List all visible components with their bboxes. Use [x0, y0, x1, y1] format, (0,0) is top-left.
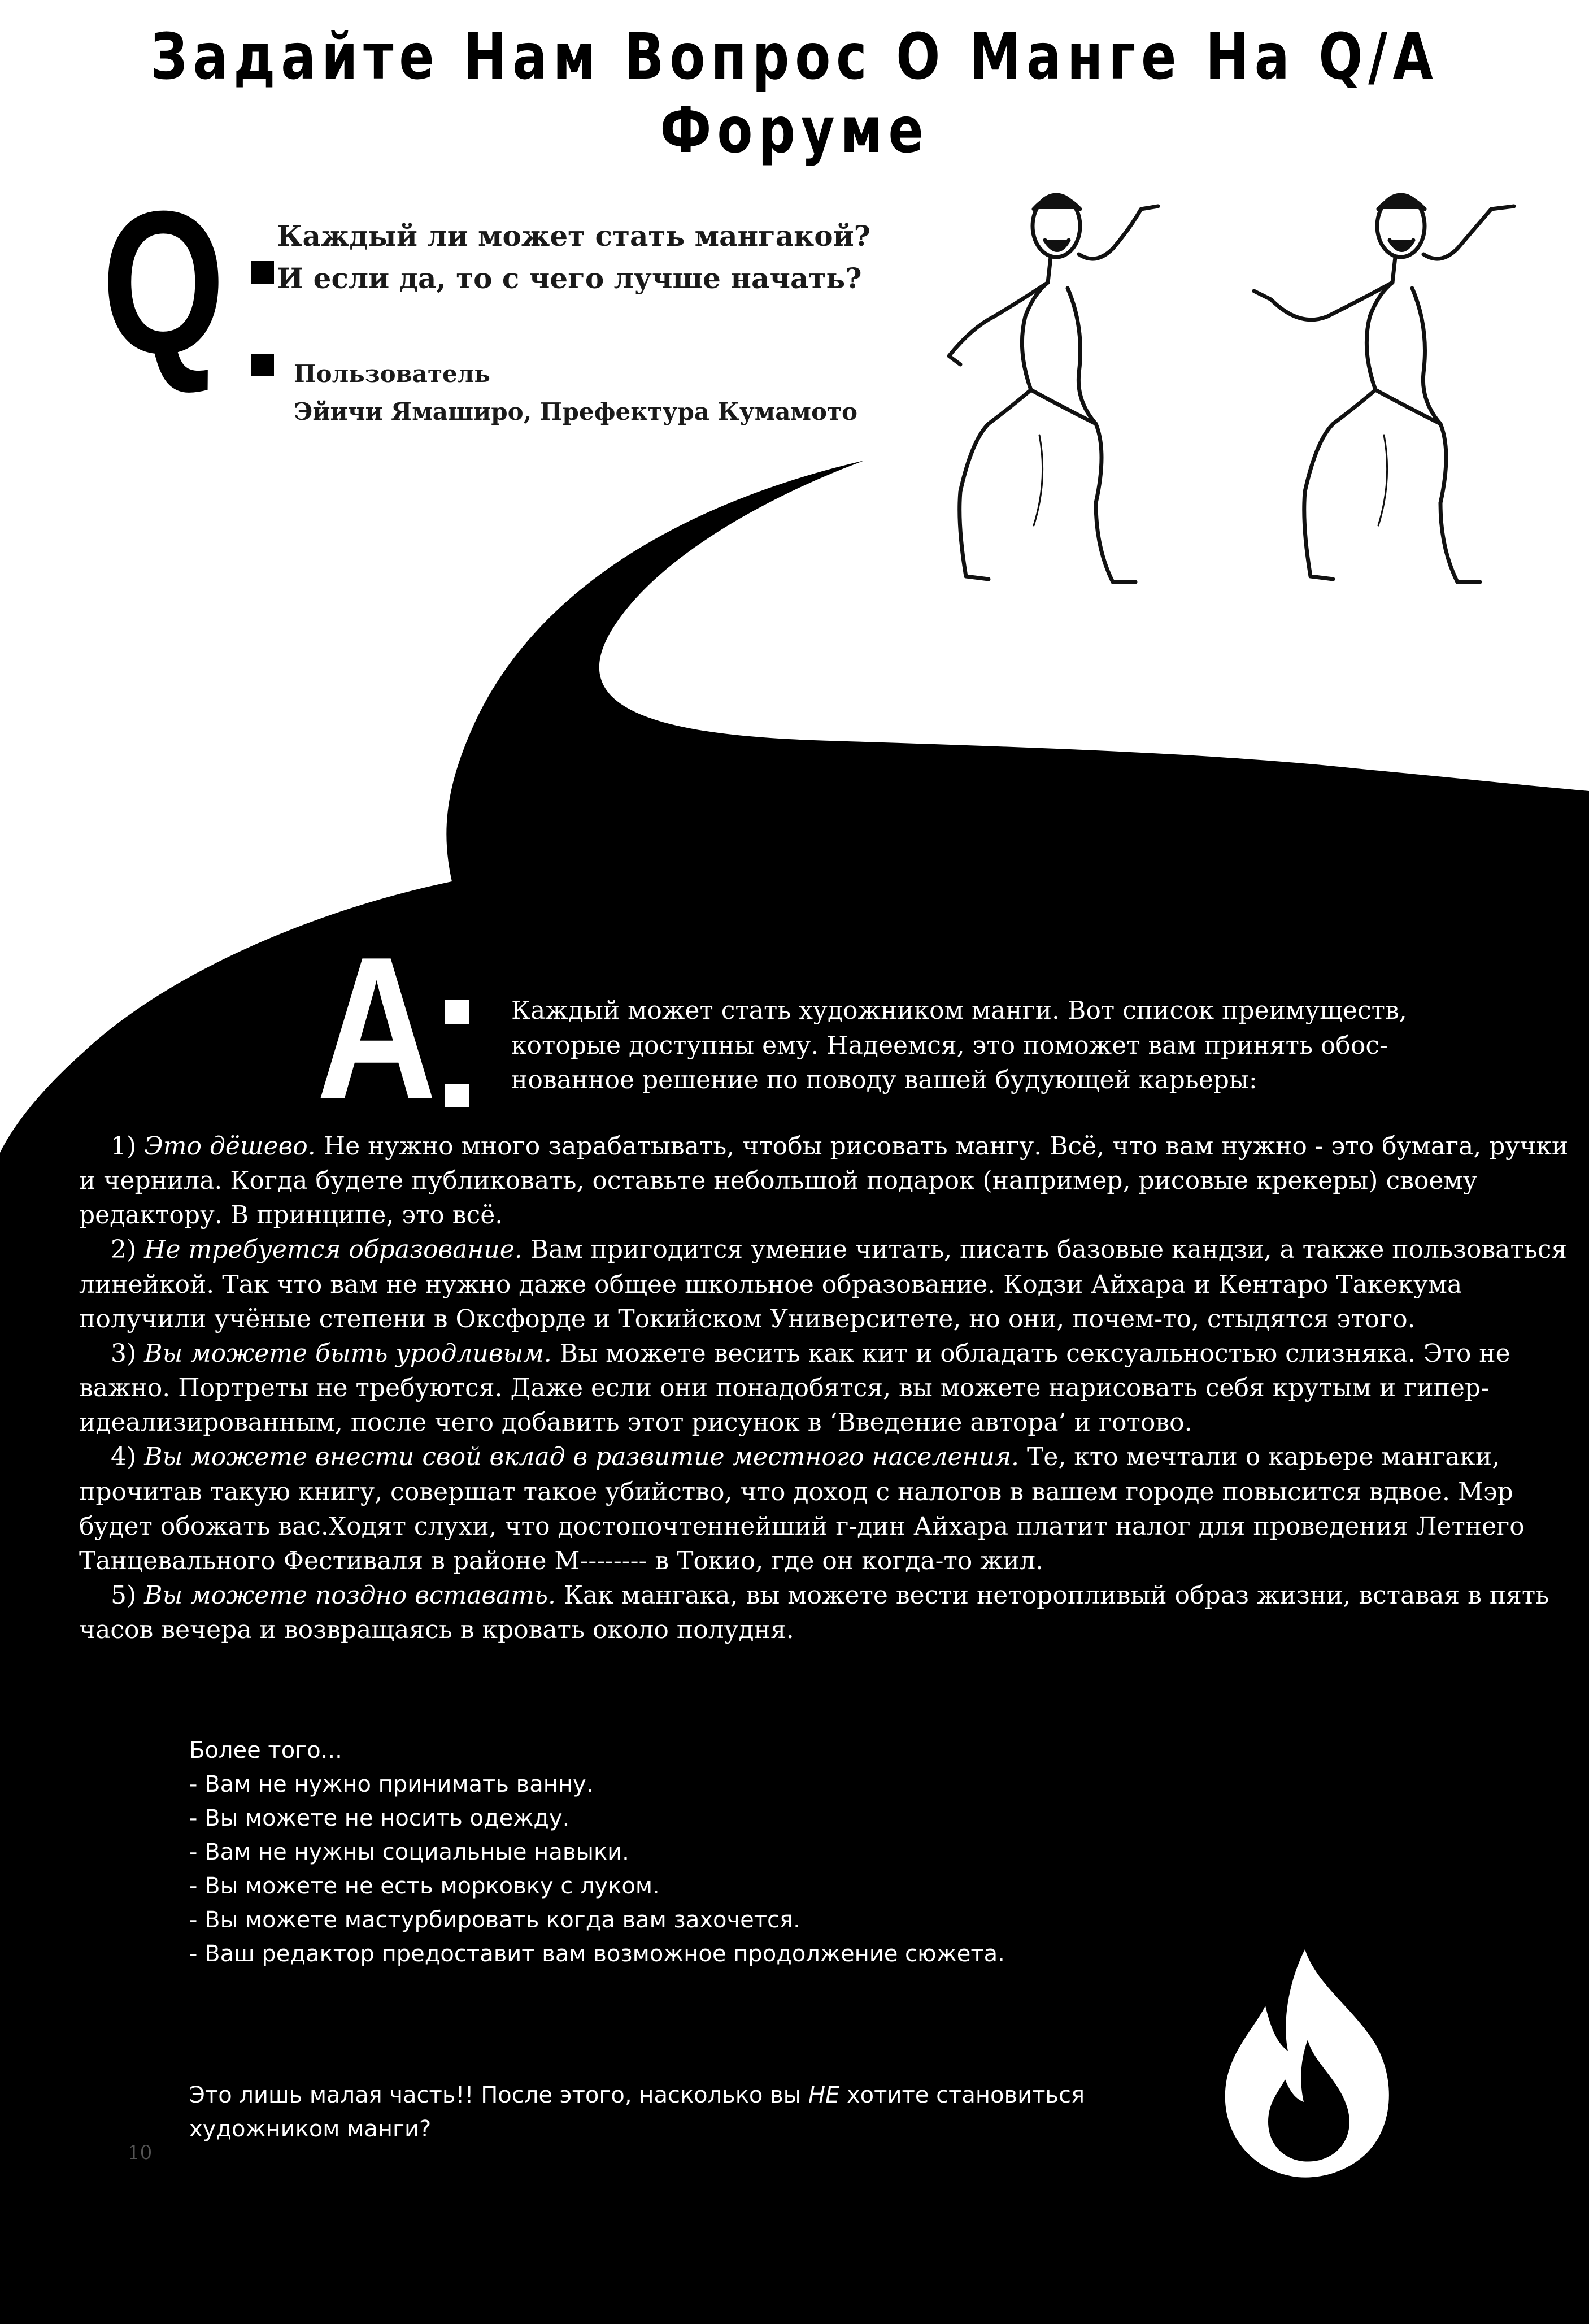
more-item: - Вам не нужны социальные навыки.: [189, 1839, 629, 1865]
advantage-item: [79, 1129, 1582, 1232]
question-author: [294, 355, 857, 431]
advantage-text: Вы можете весить как кит и обладать сексуальностью слизняка. Это не важно. Портреты не требуются. Даже если они понадобятся, вы можете нарисовать себя крутым и гипер-идеализированным, после чего добавить этот рисунок в ‘Введение автора’ и готово.: [79, 1339, 1510, 1437]
answer-intro-line: нованное решение по поводу вашей будующей карьеры:: [511, 1066, 1257, 1095]
a-colon-dot-top: [445, 1000, 469, 1024]
a-colon-dot-bottom: [445, 1084, 469, 1107]
advantage-item: [79, 1232, 1582, 1336]
advantage-num: 3): [110, 1339, 137, 1368]
more-list: [189, 1734, 1150, 1971]
a-letter: A: [316, 915, 437, 1142]
more-item: - Вам не нужно принимать ванну.: [189, 1771, 594, 1797]
question-text: [277, 215, 870, 299]
more-item: - Ваш редактор предоставит вам возможное продолжение сюжета.: [189, 1941, 1005, 1967]
advantages-list: [79, 1129, 1582, 1647]
advantage-title: Вы можете быть уродливым.: [144, 1339, 552, 1368]
closing-text-start: Это лишь малая часть!! После этого, насколько вы: [189, 2082, 808, 2108]
advantage-item: [79, 1578, 1582, 1647]
question-line-1: Каждый ли может стать мангакой?: [277, 219, 870, 253]
answer-intro: [511, 993, 1528, 1098]
author-label: Пользователь: [294, 360, 490, 388]
q-letter: Q: [102, 169, 225, 396]
page-title: Задайте Нам Вопрос О Манге На Q/A Форуме: [150, 20, 1439, 167]
dancing-men-illustration: [926, 186, 1565, 593]
page-number: 10: [128, 2141, 153, 2164]
advantage-title: Это дёшево.: [144, 1132, 316, 1161]
more-item: - Вы можете не есть морковку с луком.: [189, 1873, 660, 1899]
more-item: - Вы можете мастурбировать когда вам захочется.: [189, 1907, 800, 1933]
closing-emphasis: НЕ: [808, 2082, 840, 2108]
colon-dot-bottom: [251, 354, 274, 376]
dancer-right: [1254, 195, 1514, 582]
closing-text-end: хотите становиться художником манги?: [189, 2082, 1085, 2142]
advantage-num: 5): [110, 1581, 137, 1610]
advantage-title: Вы можете поздно вставать.: [144, 1581, 556, 1610]
answer-intro-line: Каждый может стать художником манги. Вот список преимуществ,: [511, 996, 1407, 1025]
author-name: Эйичи Ямаширо, Префектура Кумамото: [294, 398, 857, 426]
advantage-num: 1): [110, 1132, 137, 1161]
advantage-text: Те, кто мечтали о карьере мангаки, прочитав такую книгу, совершат такое убийство, что доход с налогов в вашем городе повысится вдвое. Мэр будет обожать вас.Ходят слухи, что достопочтеннейший г-дин Айхара платит налог для проведения Летнего Танцевального Фестиваля в районе М-------- в Токио, где он когда-то жил.: [79, 1443, 1525, 1575]
more-item: - Вы можете не носить одежду.: [189, 1805, 570, 1831]
advantage-item: [79, 1336, 1582, 1440]
more-heading: Более того...: [189, 1737, 342, 1763]
advantage-title: Не требуется образование.: [144, 1235, 523, 1265]
advantage-item: [79, 1440, 1582, 1578]
dancer-left: [949, 195, 1158, 582]
advantage-title: Вы можете внести свой вклад в развитие местного населения.: [144, 1443, 1019, 1472]
advantage-num: 2): [110, 1235, 137, 1265]
fire-icon: [1214, 1944, 1401, 2181]
answer-intro-line: которые доступны ему. Надеемся, это поможет вам принять обос-: [511, 1031, 1388, 1060]
advantage-text: Не нужно много зарабатывать, чтобы рисовать мангу. Всё, что вам нужно - это бумага, ручки и чернила. Когда будете публиковать, оставьте небольшой подарок (например, рисовые крекеры) своему редактору. В принципе, это всё.: [79, 1132, 1569, 1230]
advantage-text: Как мангака, вы можете вести неторопливый образ жизни, вставая в пять часов вечера и возвращаясь в кровать около полудня.: [79, 1581, 1549, 1645]
closing-question: [189, 2078, 1150, 2146]
advantage-text: Вам пригодится умение читать, писать базовые кандзи, а также пользоваться линейкой. Так что вам не нужно даже общее школьное образование. Кодзи Айхара и Кентаро Такекума получили учёные степени в Оксфорде и Токийском Университете, но они, почем-то, стыдятся этого.: [79, 1235, 1568, 1333]
colon-dot-top: [251, 261, 274, 284]
advantage-num: 4): [110, 1443, 137, 1472]
question-line-2: И если да, то с чего лучше начать?: [277, 262, 862, 295]
